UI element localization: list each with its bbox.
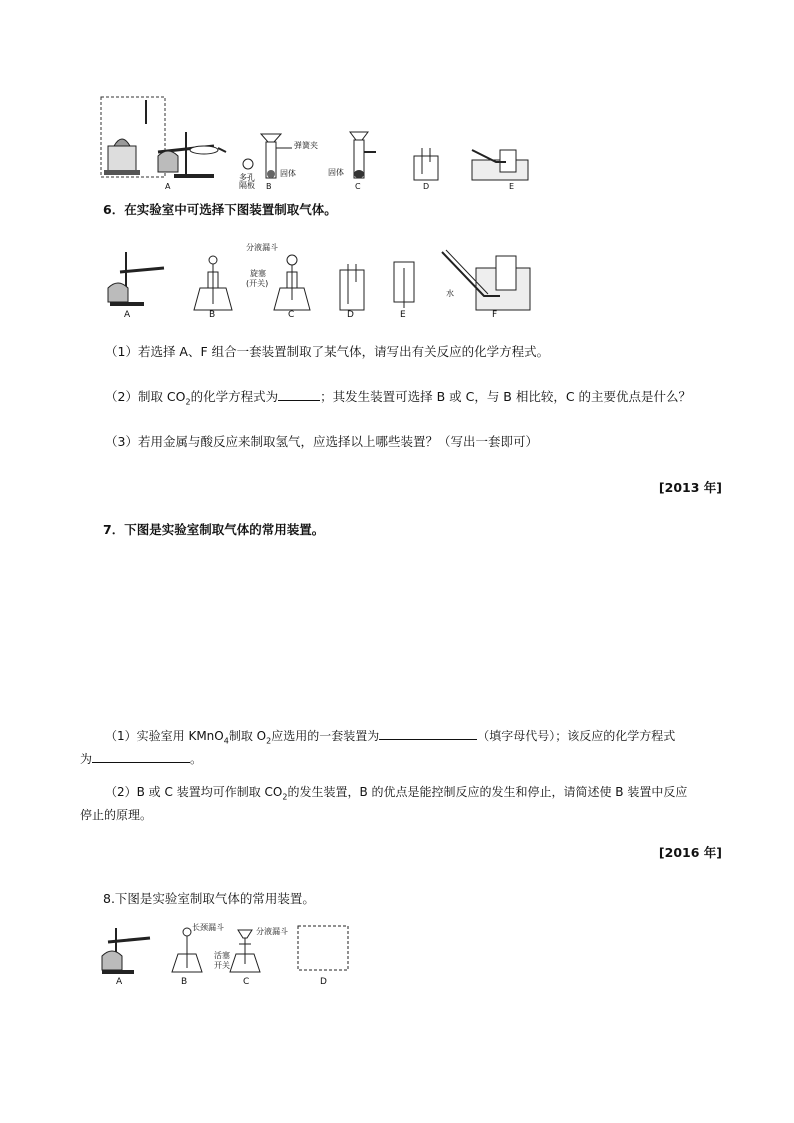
q8-long-funnel-note: 长颈漏斗 <box>192 923 224 932</box>
q7-part1-d: （填字母代号）；该反应的化学方程式 <box>477 729 676 743</box>
q6-part2-a: （2）制取 CO <box>105 389 186 404</box>
q8-label-b: B <box>181 977 188 987</box>
q6-part2-c: ；其发生装置可选择 B 或 C，与 B 相比较，C 的主要优点是什么？ <box>320 389 692 404</box>
q6-title: 6．在实验室中可选择下图装置制取气体。 <box>103 202 337 217</box>
top-label-a: A <box>165 182 171 191</box>
q6-apparatus-figure <box>104 238 534 328</box>
q6-stopcock-note-1: 旋塞 <box>250 269 266 278</box>
q6-label-f: F <box>492 310 498 320</box>
porous-note-2: 隔板 <box>239 181 255 190</box>
q6-year: [2013 年] <box>658 480 722 495</box>
top-label-b: B <box>266 182 272 191</box>
top-label-c: C <box>355 182 361 191</box>
q8-title: 8.下图是实验室制取气体的常用装置。 <box>103 891 315 906</box>
q7-part1-line2 <box>80 750 202 768</box>
q6-label-a: A <box>124 310 131 320</box>
q7-part2-sub: 2 <box>282 792 288 802</box>
q7-title: 7．下图是实验室制取气体的常用装置。 <box>103 522 325 537</box>
q6-stopcock-note-2: (开关) <box>246 279 269 288</box>
q7-part2-line2: 停止的原理。 <box>80 808 153 822</box>
top-label-e: E <box>509 182 515 191</box>
q8-valve-note-1: 活塞 <box>214 951 230 960</box>
solid-b-note: 固体 <box>280 169 296 178</box>
q7-part2-a: （2）B 或 C 装置均可作制取 CO <box>105 785 283 799</box>
top-apparatus-figure <box>96 94 546 194</box>
q6-part2 <box>105 388 691 412</box>
q7-part1-b: 制取 O <box>228 729 267 743</box>
q8-valve-note-2: 开关 <box>214 961 230 970</box>
q7-part1-line1 <box>105 727 675 750</box>
q6-part1: （1）若选择 A、F 组合一套装置制取了某气体，请写出有关反应的化学方程式。 <box>105 344 550 359</box>
q7-year: [2016 年] <box>658 845 722 860</box>
q6-label-d: D <box>347 310 354 320</box>
q8-label-a: A <box>116 977 123 987</box>
q6-label-c: C <box>288 310 295 320</box>
top-label-d: D <box>423 182 430 191</box>
q8-label-d: D <box>320 977 327 987</box>
q7-part1-blank1[interactable] <box>379 727 477 740</box>
q7-part2-line1 <box>105 783 687 806</box>
q6-water-note: 水 <box>446 289 454 298</box>
solid-c-note: 固体 <box>328 168 344 177</box>
q7-part1-e: 为 <box>80 752 93 766</box>
q7-part2-b: 的发生装置，B 的优点是能控制反应的发生和停止，请简述使 B 装置中反应 <box>287 785 688 799</box>
q7-part1-a: （1）实验室用 KMnO <box>105 729 224 743</box>
q6-part3: （3）若用金属与酸反应来制取氢气，应选择以上哪些装置？（写出一套即可） <box>105 434 538 449</box>
q6-funnel-note: 分液漏斗 <box>246 243 278 252</box>
q8-sep-funnel-note: 分液漏斗 <box>256 927 288 936</box>
q7-part1-c: 应选用的一套装置为 <box>271 729 380 743</box>
q6-part2-sub: 2 <box>185 397 191 407</box>
q7-part1-sub1: 4 <box>223 736 229 746</box>
q7-part1-blank2[interactable] <box>92 750 190 763</box>
q6-part2-blank[interactable] <box>278 388 320 401</box>
q6-part2-b: 的化学方程式为 <box>190 389 279 404</box>
q8-label-c: C <box>243 977 250 987</box>
spring-clip-note: 弹簧夹 <box>294 141 318 150</box>
porous-note-1: 多孔 <box>239 173 255 182</box>
q8-apparatus-figure <box>98 920 354 992</box>
q6-label-e: E <box>400 310 406 320</box>
q7-part1-f: 。 <box>190 752 203 766</box>
q7-part1-sub2: 2 <box>266 736 272 746</box>
q6-label-b: B <box>209 310 216 320</box>
